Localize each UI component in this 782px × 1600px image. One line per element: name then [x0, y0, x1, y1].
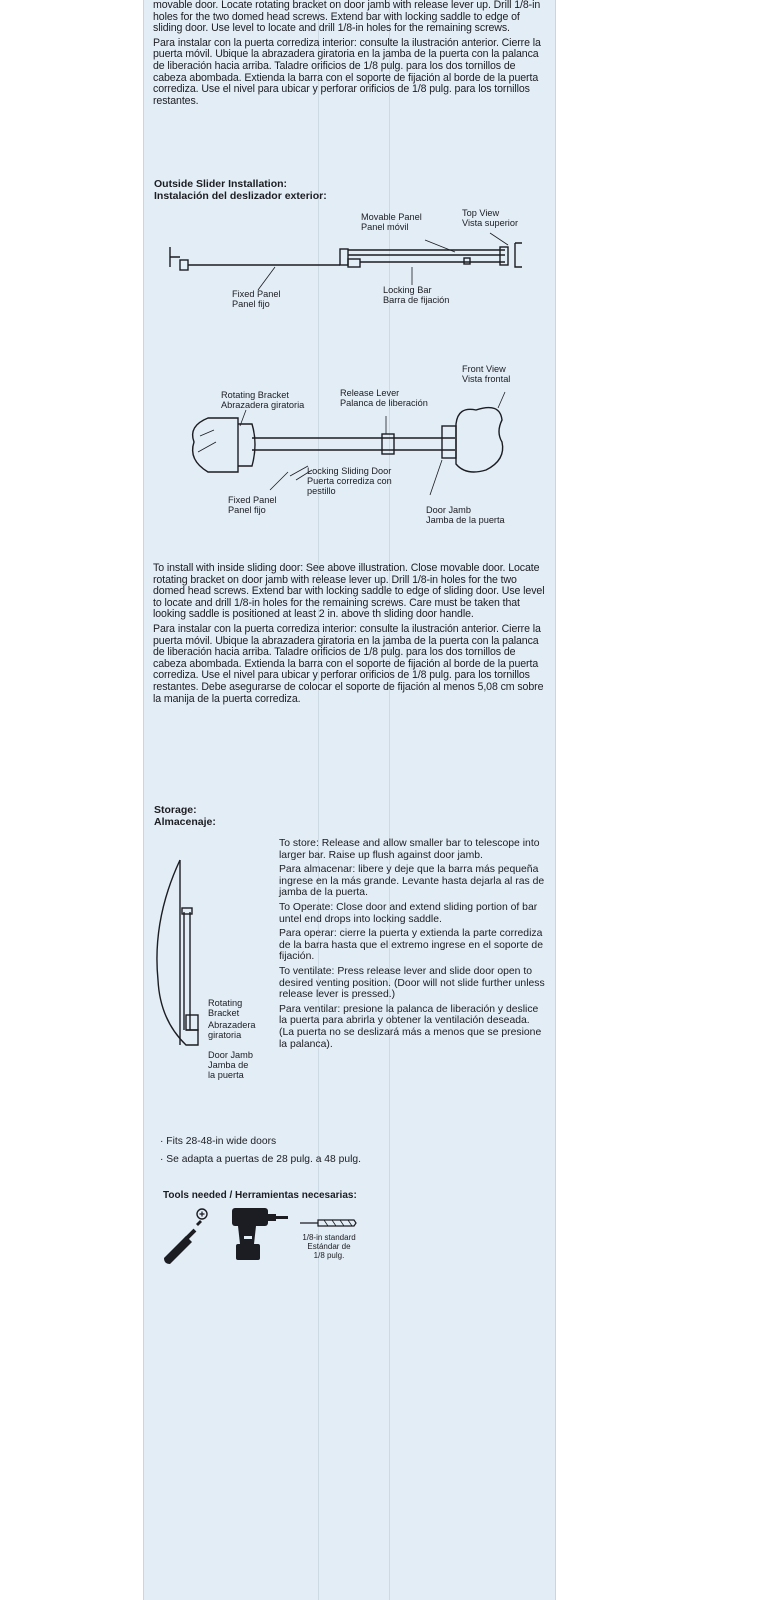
store-es: Para almacenar: libere y deje que la barra más pequeña ingrese en la más grande. Levante hasta dejarla al ras de jamba de la puerta.: [279, 864, 545, 899]
tools-heading: Tools needed / Herramientas necesarias:: [163, 1190, 357, 1201]
label-top-view: Top View Vista superior: [462, 208, 519, 228]
paragraph-en: movable door. Locate rotating bracket on door jamb with release lever up. Drill 1/8-in holes for the two domed head screws. Extend bar with locking saddle to edge of sliding door. Use level to locate and drill 1/8-in holes for the remaining screws.: [153, 0, 541, 35]
store-en: To store: Release and allow smaller bar to telescope into larger bar. Raise up flush against door jamb.: [279, 838, 540, 861]
label-front-view: Front View Vista frontal: [462, 364, 511, 384]
label-locking-sliding-door: Locking Sliding Door Puerta corrediza con pestillo: [307, 466, 392, 496]
label-abrazadera-storage: Abrazadera giratoria: [208, 1020, 256, 1040]
label-fixed-panel: Fixed Panel Panel fijo: [232, 289, 281, 309]
label-fixed-panel-front: Fixed Panel Panel fijo: [228, 495, 277, 515]
label-drill-bit: 1/8-in standard Estándar de 1/8 pulg.: [302, 1233, 356, 1260]
label-movable-panel: Movable Panel Panel móvil: [361, 212, 422, 232]
storage-text: [279, 838, 547, 1053]
inside-install-text: [153, 563, 548, 708]
outside-heading: [154, 178, 327, 202]
drill-icon: [228, 1206, 290, 1262]
label-rotating-bracket: Rotating Bracket Abrazadera giratoria: [221, 390, 305, 410]
heading-es: Almacenaje:: [154, 816, 216, 828]
bullet-list: [160, 1136, 361, 1166]
heading-en: Storage:: [154, 804, 197, 816]
paragraph-es: Para instalar con la puerta corrediza interior: consulte la ilustración anterior. Cierre la puerta móvil. Ubique la abrazadera giratoria en la jamba de la puerta con la palanca de liberación hacia arriba. Taladre orificios de 1/8 pulg. para los dos tornillos de cabeza abombada. Extienda la barra con el soporte de fijación al borde de la puerta corrediza. Use el nivel para ubicar y perforar orificios de 1/8 pulg. para los tornillos restantes.: [153, 36, 541, 107]
label-release-lever: Release Lever Palanca de liberación: [340, 388, 428, 408]
heading-es: Instalación del deslizador exterior:: [154, 190, 327, 202]
label-rotating-bracket-storage: Rotating Bracket: [208, 998, 243, 1018]
ventilate-es: Para ventilar: presione la palanca de liberación y deslice la puerta para abrirla y obtener la ventilación deseada. (La puerta no se deslizará más a menos que se presione la palanca).: [279, 1003, 542, 1050]
ventilate-en: To ventilate: Press release lever and slide door open to desired venting position. (Door will not slide further unless release lever is pressed.): [279, 965, 545, 1001]
operate-es: Para operar: cierre la puerta y extienda la parte corrediza de la barra hasta que el extremo ingrese en el soporte de fijación.: [279, 928, 543, 963]
bullet-item: · Se adapta a puertas de 28 pulg. a 48 pulg.: [160, 1154, 361, 1165]
label-door-jamb-front: Door Jamb Jamba de la puerta: [426, 505, 505, 525]
storage-heading: [154, 804, 216, 828]
drill-bit-icon: [298, 1216, 358, 1230]
paragraph-en: To install with inside sliding door: See above illustration. Close movable door. Locate rotating bracket on door jamb with release lever up. Drill 1/8-in holes for the two domed head screws. Extend bar with locking saddle to edge of sliding door. Use level to locate and drill 1/8-in holes for the remaining screws. Care must be taken that looking saddle is positioned at least 2 in. above th sliding door handle.: [153, 562, 545, 621]
bullet-item: · Fits 28-48-in wide doors: [160, 1136, 277, 1147]
label-door-jamb-storage: Door Jamb Jamba de la puerta: [208, 1050, 253, 1080]
heading-en: Outside Slider Installation:: [154, 178, 288, 190]
paragraph-es: Para instalar con la puerta corrediza interior: consulte la ilustración anterior. Cierre la puerta móvil. Ubique la abrazadera giratoria en la jamba de la puerta con la palanca de liberación hacia arriba. Taladre orificios de 1/8 pulg. para los dos tornillos de cabeza abombada. Extienda la barra con el soporte de fijación al borde de la puerta corrediza. Use el nivel para ubicar y perforar orificios de 1/8 pulg. para los tornillos restantes. Debe asegurarse de colocar el soporte de fijación al menos 5,08 cm sobre la manija de la puerta corrediza.: [153, 622, 544, 705]
storage-diagram: [150, 850, 210, 1060]
operate-en: To Operate: Close door and extend sliding portion of bar untel end drops into locking saddle.: [279, 901, 538, 925]
screwdriver-icon: [162, 1206, 218, 1264]
label-locking-bar: Locking Bar Barra de fijación: [383, 285, 450, 305]
inside-install-top-text: [153, 0, 548, 110]
